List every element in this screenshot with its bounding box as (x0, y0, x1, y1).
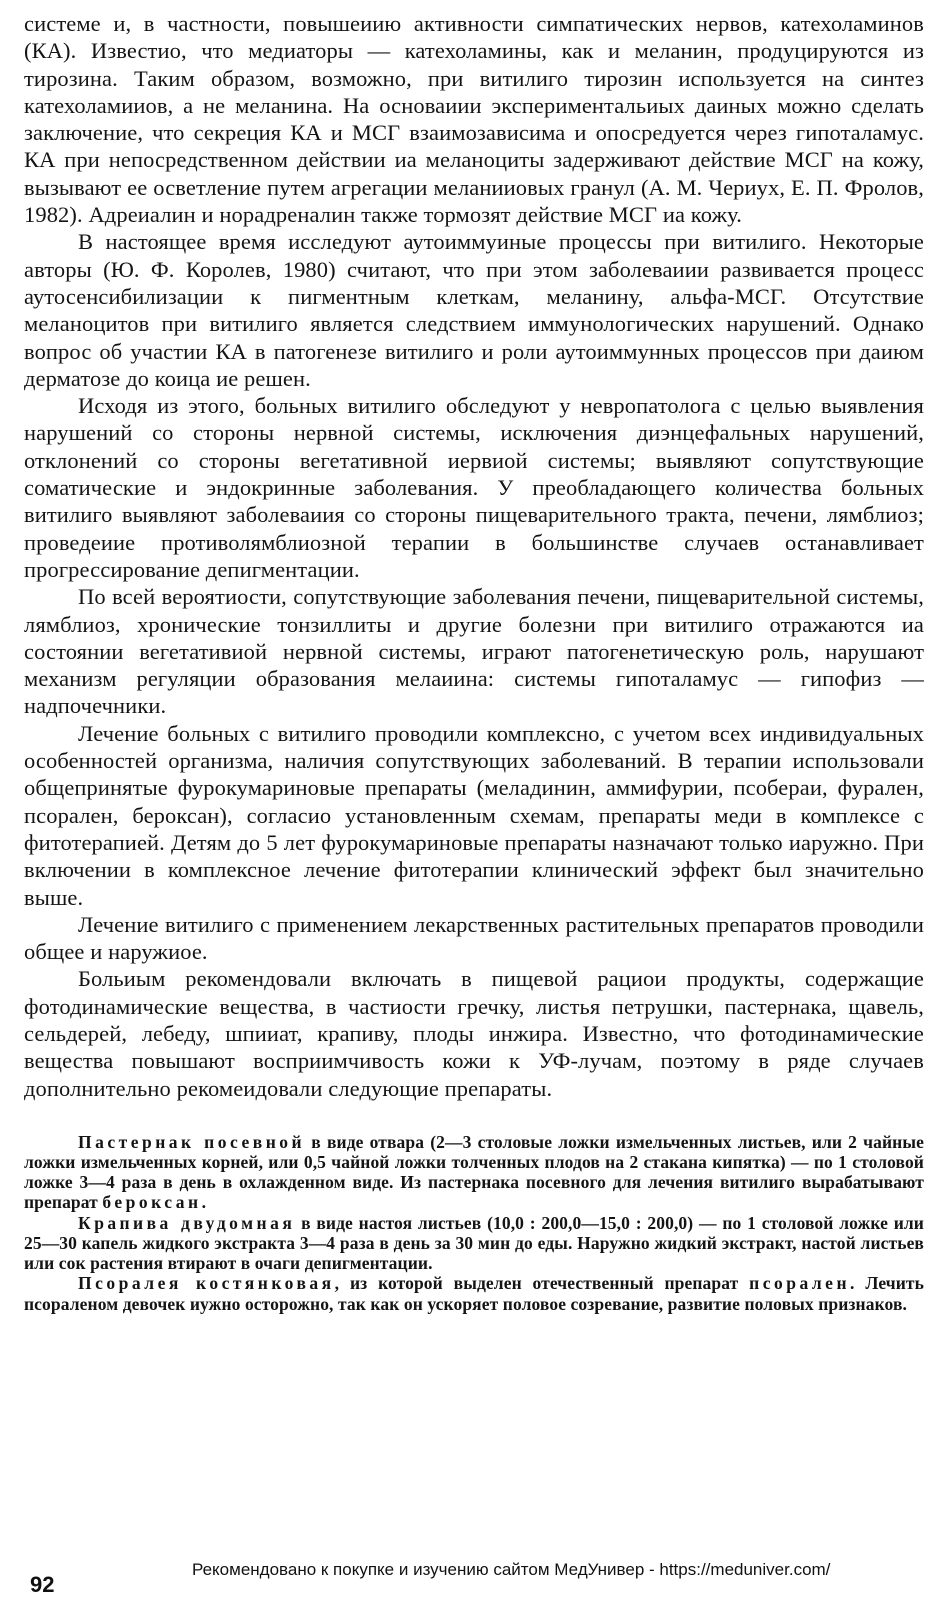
remedy-term: Псоралея костянковая (78, 1273, 335, 1294)
paragraph: Лечение витилиго с применением лекарственных растительных препаратов проводили общее и наружиое. (24, 911, 924, 965)
remedy-paragraph (24, 1132, 924, 1213)
remedy-paragraph (24, 1273, 924, 1313)
remedy-text: . Лечить псораленом девочек иужно осторожно, так как он ускоряет половое созревание, развитие половых признаков. (24, 1273, 924, 1314)
remedy-term: псорален (749, 1273, 851, 1294)
paragraph: По всей вероятиости, сопутствующие заболевания печени, пищеварительной системы, лямблиоз, хронические тонзиллиты и другие болезни при витилиго отражаются иа состоянии вегетативиой нервной системы, играют патогенетическую роль, нарушают механизм регуляции образования мелаиина: системы гипоталамус — гипофиз — надпочечники. (24, 584, 924, 719)
remedy-term: Пастернак посевной (78, 1131, 306, 1152)
page-content (24, 10, 924, 1314)
small-print-section (24, 1132, 924, 1314)
remedy-text: в виде отвара (2—3 столовые ложки измельченных листьев, или 2 чайные ложки измельченных корней, или 0,5 чайной ложки толченных плодов на 2 стакана кипятка) — по 1 столовой ложке 3—4 раза в день в охлажденном виде. Из пастернака посевного для лечения витилиго вырабатывают препарат (24, 1131, 924, 1213)
paragraph: Больиым рекомендовали включать в пищевой рациои продукты, содержащие фотодинамические вещества, в частиости гречку, листья петрушки, пастернака, щавель, сельдерей, лебеду, шпииат, крапиву, плоды инжира. Известно, что фотодинамические вещества повышают восприимчивость кожи к УФ-лучам, поэтому в ряде случаев дополнительно рекомеидовали следующие препараты. (24, 966, 924, 1101)
paragraph: системе и, в частности, повышеиию активности симпатических нервов, катехоламинов (КА). Известио, что медиаторы — катехоламины, как и меланин, продуцируются из тирозина. Таким образом, возможно, при витилиго тирозин используется на синтез катехоламииов, а не меланина. На основаиии экспериментальиых даиных можно сделать заключение, что секреция КА и МСГ взаимозависима и опосредуется через гипоталамус. КА при непосредственном действии иа меланоциты задерживают действие МСГ на кожу, вызывают ее осветление путем агрегации меланииовых гранул (А. М. Чериух, Е. П. Фролов, 1982). Адреиалин и норадреналин также тормозят действие МСГ иа кожу. (24, 11, 924, 228)
paragraph: Исходя из этого, больных витилиго обследуют у невропатолога с целью выявления нарушений со стороны нервной системы, исключения диэнцефальных нарушений, отклонений со стороны вегетативной иервиой системы; выявляют сопутствующие соматические и эндокринные заболевания. У преобладающего количества больных витилиго выявляют заболеваиия со стороны пищеварительного тракта, печени, лямблиоз; проведеиие противолямблиозной терапии в большинстве случаев останавливает прогрессирование депигментации. (24, 393, 924, 582)
paragraph: В настоящее время исследуют аутоиммуиные процессы при витилиго. Некоторые авторы (Ю. Ф. Королев, 1980) считают, что при этом заболеваиии развивается процесс аутосенсибилизации к пигментным клеткам, меланину, альфа-МСГ. Отсутствие меланоцитов при витилиго является следствием иммунологических нарушений. Однако вопрос об участии КА в патогенезе витилиго и роли аутоиммунных процессов при даиюм дерматозе до коица ие решен. (24, 229, 924, 391)
remedy-term: Крапива двудомная (78, 1212, 296, 1233)
remedy-text: . (201, 1192, 207, 1213)
page-number: 92 (30, 1572, 55, 1597)
remedy-paragraph (24, 1213, 924, 1274)
main-text (24, 10, 924, 1102)
remedy-text: в виде настоя листьев (10,0 : 200,0—15,0 : 200,0) — по 1 столовой ложке или 25—30 капель жидкого экстракта 3—4 раза в день за 30 мин до еды. Наружно жидкий экстракт, настой листьев или сок растения втирают в очаги депигментации. (24, 1212, 924, 1274)
remedy-term: бероксан (102, 1192, 202, 1213)
footer-note: Рекомендовано к покупке и изучению сайтом МедУнивер - https://meduniver.com/ (192, 1560, 831, 1579)
remedy-text: , из которой выделен отечественный препарат (334, 1273, 750, 1294)
paragraph: Лечение больных с витилиго проводили комплексно, с учетом всех индивидуальных особенностей организма, наличия сопутствующих заболеваний. В терапии использовали общепринятые фурокумариновые препараты (меладинин, аммифурии, псобераи, фурален, псорален, бероксан), согласио установленным схемам, препараты меди в комплексе с фитотерапией. Детям до 5 лет фурокумариновые препараты назначают только иаружно. При включении в комплексное лечение фитотерапии клинический эффект был значительно выше. (24, 720, 924, 910)
